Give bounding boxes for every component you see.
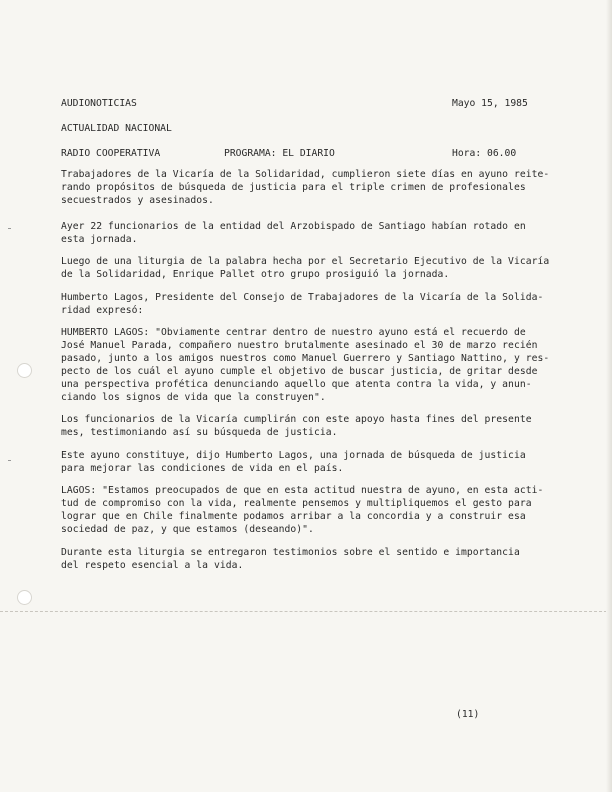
body-line: mes, testimoniando así su búsqueda de justicia. <box>61 427 338 438</box>
body-line: secuestrados y asesinados. <box>61 195 214 206</box>
body-line: esta jornada. <box>61 234 138 245</box>
body-line: ridad expresó: <box>61 305 144 316</box>
punch-hole <box>17 590 32 605</box>
body-line: pecto de los cuál el ayuno cumple el objetivo de buscar justicia, de gritar desde <box>61 366 538 377</box>
body-line: de la Solidaridad, Enrique Pallet otro grupo prosiguió la jornada. <box>61 269 450 280</box>
body-line: rando propósitos de búsqueda de justicia para el triple crimen de profesionales <box>61 182 526 193</box>
margin-mark <box>8 228 11 229</box>
body-line: Trabajadores de la Vicaría de la Solidaridad, cumplieron siete días en ayuno reite- <box>61 169 550 180</box>
body-line: Ayer 22 funcionarios de la entidad del Arzobispado de Santiago habían rotado en <box>61 221 526 232</box>
margin-mark <box>8 460 11 461</box>
body-line: una perspectiva profética denunciando aquello que atenta contra la vida, y anun- <box>61 379 532 390</box>
body-line: ciando los signos de vida que la construyen". <box>61 392 326 403</box>
body-line: Durante esta liturgia se entregaron testimonios sobre el sentido e importancia <box>61 547 520 558</box>
body-line: Humberto Lagos, Presidente del Consejo de Trabajadores de la Vicaría de la Solida- <box>61 292 544 303</box>
punch-hole <box>17 363 32 378</box>
page-number: (11) <box>456 709 480 720</box>
header-section: ACTUALIDAD NACIONAL <box>61 123 172 134</box>
body-line: del respeto esencial a la vida. <box>61 560 244 571</box>
body-line: Los funcionarios de la Vicaría cumplirán con este apoyo hasta fines del presente <box>61 414 532 425</box>
body-line: pasado, junto a los amigos nuestros como Manuel Guerrero y Santiago Nattino, y res- <box>61 353 550 364</box>
body-line: sociedad de paz, y que estamos (deseando)". <box>61 524 314 535</box>
header-program: PROGRAMA: EL DIARIO <box>224 148 335 159</box>
body-line: LAGOS: "Estamos preocupados de que en esta actitud nuestra de ayuno, en esta acti- <box>61 485 544 496</box>
header-station: RADIO COOPERATIVA <box>61 148 161 159</box>
body-line: tud de compromiso con la vida, realmente pensemos y multipliquemos el gesto para <box>61 498 532 509</box>
page-edge-shadow <box>606 0 612 792</box>
body-line: lograr que en Chile finalmente podamos arribar a la concordia y a construir esa <box>61 511 526 522</box>
fold-line <box>0 611 612 612</box>
header-time: Hora: 06.00 <box>452 148 517 159</box>
body-line: Luego de una liturgia de la palabra hecha por el Secretario Ejecutivo de la Vicaría <box>61 256 550 267</box>
body-line: Este ayuno constituye, dijo Humberto Lagos, una jornada de búsqueda de justicia <box>61 450 526 461</box>
body-line: HUMBERTO LAGOS: "Obviamente centrar dentro de nuestro ayuno está el recuerdo de <box>61 327 526 338</box>
body-line: José Manuel Parada, compañero nuestro brutalmente asesinado el 30 de marzo recién <box>61 340 538 351</box>
header-date: Mayo 15, 1985 <box>452 98 528 109</box>
header-source: AUDIONOTICIAS <box>61 98 137 109</box>
body-line: para mejorar las condiciones de vida en el país. <box>61 463 344 474</box>
